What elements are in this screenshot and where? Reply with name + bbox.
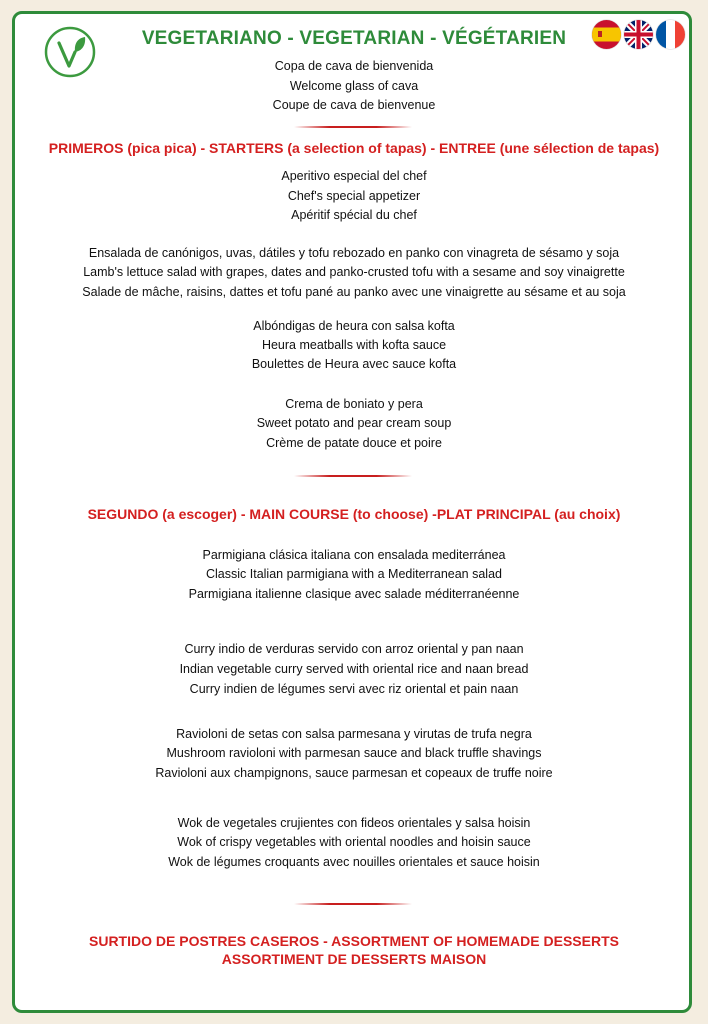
uk-flag-icon[interactable] — [624, 20, 653, 49]
menu-item-line: Wok de vegetales crujientes con fideos orientales y salsa hoisin — [177, 816, 531, 830]
section-divider — [294, 903, 412, 905]
menu-item-line: Parmigiana italienne clasique avec salade méditerranéenne — [188, 587, 520, 601]
menu-item-line: Chef's special appetizer — [287, 189, 421, 203]
spain-flag-icon[interactable] — [592, 20, 621, 49]
menu-item-line: Boulettes de Heura avec sauce kofta — [251, 357, 457, 371]
welcome-line-es: Copa de cava de bienvenida — [274, 59, 434, 73]
menu-item-line: Curry indio de verduras servido con arroz oriental y pan naan — [184, 642, 524, 656]
menu-item-line: Ravioloni de setas con salsa parmesana y virutas de trufa negra — [176, 727, 532, 741]
france-flag-icon[interactable] — [656, 20, 685, 49]
mains-heading: SEGUNDO (a escoger) - MAIN COURSE (to choose) -PLAT PRINCIPAL (au choix) — [87, 506, 621, 522]
menu-item-line: Parmigiana clásica italiana con ensalada mediterránea — [202, 548, 506, 562]
menu-item-line: Lamb's lettuce salad with grapes, dates and panko-crusted tofu with a sesame and soy vinaigrette — [83, 265, 625, 279]
desserts-heading-line2: ASSORTIMENT DE DESSERTS MAISON — [221, 951, 487, 967]
menu-item-line: Apéritif spécial du chef — [291, 208, 417, 222]
menu-item-line: Wok of crispy vegetables with oriental noodles and hoisin sauce — [177, 835, 531, 849]
section-divider — [294, 126, 412, 128]
desserts-heading-line1: SURTIDO DE POSTRES CASEROS - ASSORTMENT OF HOMEMADE DESSERTS — [89, 933, 619, 949]
section-divider — [294, 475, 412, 477]
menu-item-line: Salade de mâche, raisins, dattes et tofu pané au panko avec une vinaigrette au sésame et au soja — [82, 285, 626, 299]
menu-item-line: Albóndigas de heura con salsa kofta — [253, 319, 455, 333]
menu-item-line: Crema de boniato y pera — [285, 397, 423, 411]
menu-item-line: Mushroom ravioloni with parmesan sauce and black truffle shavings — [166, 746, 542, 760]
menu-item-line: Classic Italian parmigiana with a Mediterranean salad — [206, 567, 502, 581]
menu-item-line: Aperitivo especial del chef — [281, 169, 427, 183]
menu-item-line: Ensalada de canónigos, uvas, dátiles y tofu rebozado en panko con vinagreta de sésamo y soja — [88, 246, 620, 260]
welcome-line-fr: Coupe de cava de bienvenue — [272, 98, 436, 112]
menu-item-line: Ravioloni aux champignons, sauce parmesan et copeaux de truffe noire — [155, 766, 553, 780]
menu-item-line: Crème de patate douce et poire — [266, 436, 442, 450]
menu-item-line: Wok de légumes croquants avec nouilles orientales et sauce hoisin — [168, 855, 540, 869]
language-flags — [592, 20, 685, 49]
menu-item-line: Indian vegetable curry served with oriental rice and naan bread — [179, 662, 529, 676]
menu-title: VEGETARIANO - VEGETARIAN - VÉGÉTARIEN — [141, 28, 567, 49]
welcome-line-en: Welcome glass of cava — [289, 79, 419, 93]
starters-heading: PRIMEROS (pica pica) - STARTERS (a selection of tapas) - ENTREE (une sélection de tapas) — [48, 140, 660, 156]
menu-item-line: Curry indien de légumes servi avec riz oriental et pain naan — [189, 682, 519, 696]
menu-item-line: Heura meatballs with kofta sauce — [261, 338, 447, 352]
menu-item-line: Sweet potato and pear cream soup — [256, 416, 452, 430]
